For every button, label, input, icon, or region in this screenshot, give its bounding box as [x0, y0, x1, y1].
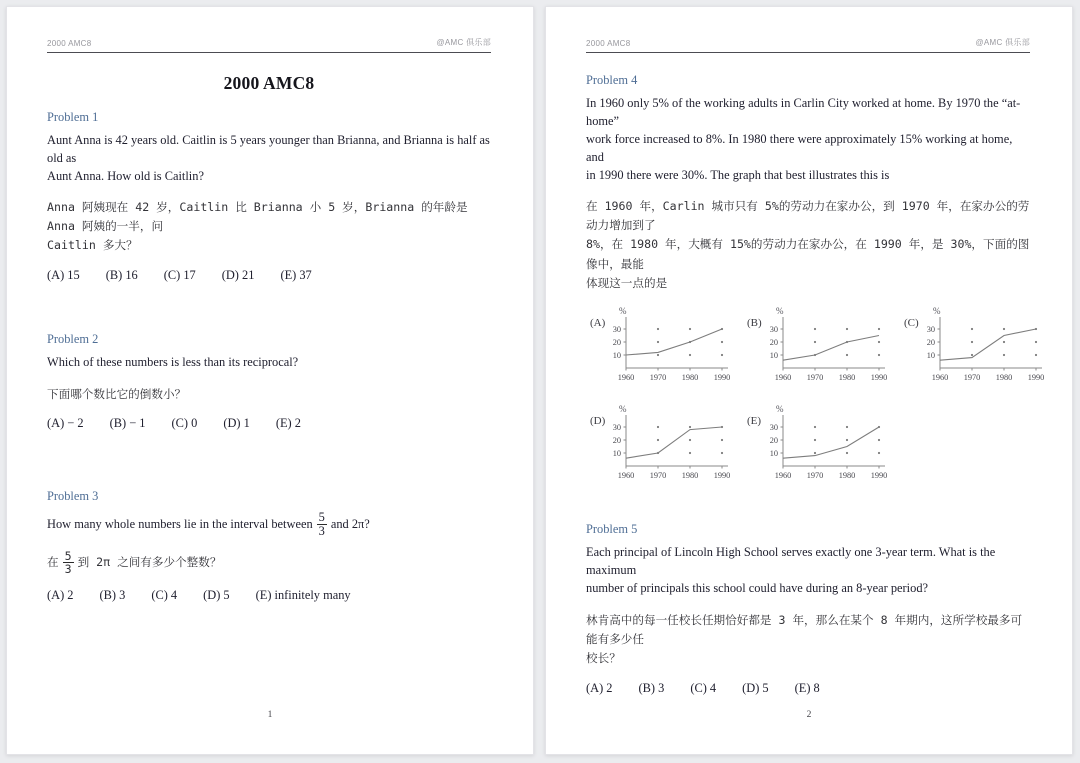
svg-text:1990: 1990 [870, 373, 888, 383]
text-line: 林肯高中的每一任校长任期恰好都是 3 年，那么在某个 8 年期内，这所学校最多可能有多少任 [586, 612, 1023, 646]
svg-text:1980: 1980 [995, 373, 1013, 383]
answer-graph-D [586, 402, 734, 488]
svg-text:1960: 1960 [617, 471, 635, 481]
option: (E) 8 [794, 680, 820, 695]
problem-3-english [47, 511, 491, 538]
text-line: Aunt Anna is 42 years old. Caitlin is 5 years younger than Brianna, and Brianna is half as old as [47, 132, 490, 165]
page-2 [545, 6, 1073, 755]
svg-text:(A): (A) [590, 317, 606, 330]
answer-graph-A [586, 304, 734, 390]
problem-5-options [586, 680, 1030, 697]
option: (C) 4 [151, 587, 178, 602]
document-title: 2000 AMC8 [223, 73, 315, 93]
text-segment: How many whole numbers lie in the interval between [47, 516, 313, 531]
svg-text:%: % [776, 404, 784, 415]
problem-2-chinese [47, 385, 491, 404]
problem-1-english [47, 132, 491, 186]
text-segment: 到 2π 之间有多少个整数？ [77, 555, 222, 570]
page-2-number: 2 [806, 710, 812, 720]
option: (C) 4 [690, 680, 717, 695]
problem-1 [47, 110, 491, 285]
option: (A) − 2 [47, 416, 84, 431]
problem-4-chinese [586, 197, 1030, 293]
svg-text:1960: 1960 [617, 373, 635, 383]
option: (A) 15 [47, 268, 80, 283]
option: (A) 2 [586, 680, 613, 695]
svg-text:%: % [933, 306, 941, 317]
answer-graph-E [743, 402, 891, 488]
text-segment: 在 [47, 555, 59, 570]
svg-text:10: 10 [612, 449, 621, 459]
svg-text:1970: 1970 [649, 471, 667, 481]
svg-text:30: 30 [926, 325, 935, 335]
option: (E) infinitely many [255, 587, 351, 602]
svg-text:10: 10 [769, 449, 778, 459]
text-line: number of principals this school could have during an 8-year period? [586, 581, 929, 596]
svg-text:30: 30 [769, 325, 778, 335]
header-club-label: @AMC 俱乐部 [975, 38, 1030, 47]
svg-text:1960: 1960 [931, 373, 949, 383]
line-chart [743, 402, 891, 488]
header-club-label: @AMC 俱乐部 [436, 38, 491, 47]
problem-2-heading: Problem 2 [47, 332, 99, 347]
svg-text:20: 20 [926, 338, 935, 348]
problem-3-heading: Problem 3 [47, 488, 99, 503]
svg-text:30: 30 [612, 423, 621, 433]
problem-2 [47, 332, 491, 432]
option: (A) 2 [47, 587, 74, 602]
text-line: 在 1960 年，Carlin 城市只有 5%的劳动力在家办公，到 1970 年，在家办公的劳动力增加到了 [586, 199, 1030, 233]
answer-graph-C [900, 304, 1048, 390]
fraction-denominator: 3 [318, 523, 325, 538]
option: (C) 17 [163, 268, 196, 283]
problem-5-heading: Problem 5 [586, 522, 638, 537]
problem-4 [586, 73, 1045, 488]
page-2-header [586, 37, 1030, 53]
svg-text:20: 20 [612, 436, 621, 446]
page-1 [6, 6, 534, 755]
svg-text:1980: 1980 [681, 373, 699, 383]
option: (B) 3 [638, 680, 665, 695]
line-chart [586, 402, 734, 488]
answer-graphs [586, 304, 1045, 488]
svg-text:1990: 1990 [713, 373, 731, 383]
svg-text:1980: 1980 [681, 471, 699, 481]
fraction-denominator: 3 [64, 562, 72, 577]
option: (C) 0 [171, 416, 198, 431]
svg-text:1990: 1990 [870, 471, 888, 481]
svg-text:1990: 1990 [713, 471, 731, 481]
problem-2-options [47, 415, 491, 432]
text-line: 体现这一点的是 [586, 275, 668, 290]
header-doc-label: 2000 AMC8 [47, 39, 92, 48]
svg-text:(E): (E) [747, 415, 762, 428]
text-line: Caitlin 多大？ [47, 238, 138, 253]
option: (B) − 1 [109, 416, 146, 431]
problem-2-english [47, 354, 491, 372]
fraction-five-thirds [317, 511, 327, 538]
svg-text:20: 20 [769, 338, 778, 348]
option: (D) 21 [221, 268, 255, 283]
problem-1-options [47, 267, 491, 284]
svg-text:1960: 1960 [774, 471, 792, 481]
option: (D) 5 [203, 587, 230, 602]
svg-text:30: 30 [612, 325, 621, 335]
problem-5-chinese [586, 611, 1030, 668]
svg-text:1980: 1980 [838, 471, 856, 481]
svg-text:%: % [619, 306, 627, 317]
text-line: 校长？ [586, 650, 621, 665]
page-1-number: 1 [267, 710, 273, 720]
svg-text:1970: 1970 [649, 373, 667, 383]
problem-3-options [47, 587, 491, 604]
problem-1-chinese [47, 198, 491, 255]
header-doc-label: 2000 AMC8 [586, 39, 631, 48]
svg-text:20: 20 [769, 436, 778, 446]
text-line: 8%，在 1980 年，大概有 15%的劳动力在家办公，在 1990 年，是 30%，下面的图像中，最能 [586, 237, 1030, 271]
text-line: Aunt Anna. How old is Caitlin? [47, 168, 204, 183]
text-line: work force increased to 8%. In 1980 there were approximately 15% working at home, and [586, 131, 1013, 164]
svg-text:20: 20 [612, 338, 621, 348]
svg-text:%: % [619, 404, 627, 415]
svg-text:1980: 1980 [838, 373, 856, 383]
problem-4-english [586, 95, 1030, 185]
line-chart [586, 304, 734, 390]
text-line: 下面哪个数比它的倒数小？ [47, 386, 187, 401]
svg-text:1970: 1970 [963, 373, 981, 383]
option: (D) 1 [223, 416, 250, 431]
text-line: Anna 阿姨现在 42 岁，Caitlin 比 Brianna 小 5 岁，Brianna 的年龄是 Anna 阿姨的一半，问 [47, 200, 468, 234]
svg-text:1970: 1970 [806, 373, 824, 383]
problem-3-chinese [47, 550, 491, 575]
svg-text:30: 30 [769, 423, 778, 433]
svg-text:%: % [776, 306, 784, 317]
text-line: In 1960 only 5% of the working adults in Carlin City worked at home. By 1970 the “at-home” [586, 95, 1021, 128]
text-line: in 1990 there were 30%. The graph that best illustrates this is [586, 167, 890, 182]
fraction-numerator: 5 [318, 509, 325, 524]
answer-graph-B [743, 304, 891, 390]
svg-text:1990: 1990 [1027, 373, 1045, 383]
problem-5-english [586, 544, 1030, 598]
option: (B) 16 [105, 268, 138, 283]
svg-text:10: 10 [769, 351, 778, 361]
problem-1-heading: Problem 1 [47, 109, 99, 124]
svg-text:(B): (B) [747, 317, 762, 330]
option: (D) 5 [742, 680, 769, 695]
problem-4-heading: Problem 4 [586, 73, 638, 87]
fraction-numerator: 5 [64, 549, 72, 564]
fraction-five-thirds [63, 550, 74, 575]
option: (B) 3 [99, 587, 126, 602]
svg-text:10: 10 [612, 351, 621, 361]
line-chart [900, 304, 1048, 390]
text-segment: and 2π? [330, 516, 370, 531]
svg-text:(C): (C) [904, 317, 919, 330]
problem-5 [586, 522, 1030, 697]
line-chart [743, 304, 891, 390]
option: (E) 2 [275, 416, 301, 431]
page-1-header [47, 37, 491, 53]
problem-3 [47, 489, 491, 605]
svg-text:1970: 1970 [806, 471, 824, 481]
svg-text:10: 10 [926, 351, 935, 361]
option: (E) 37 [280, 268, 312, 283]
text-line: Each principal of Lincoln High School serves exactly one 3-year term. What is the maximum [586, 545, 996, 578]
text-line: Which of these numbers is less than its reciprocal? [47, 355, 299, 370]
svg-text:(D): (D) [590, 415, 606, 428]
svg-text:1960: 1960 [774, 373, 792, 383]
